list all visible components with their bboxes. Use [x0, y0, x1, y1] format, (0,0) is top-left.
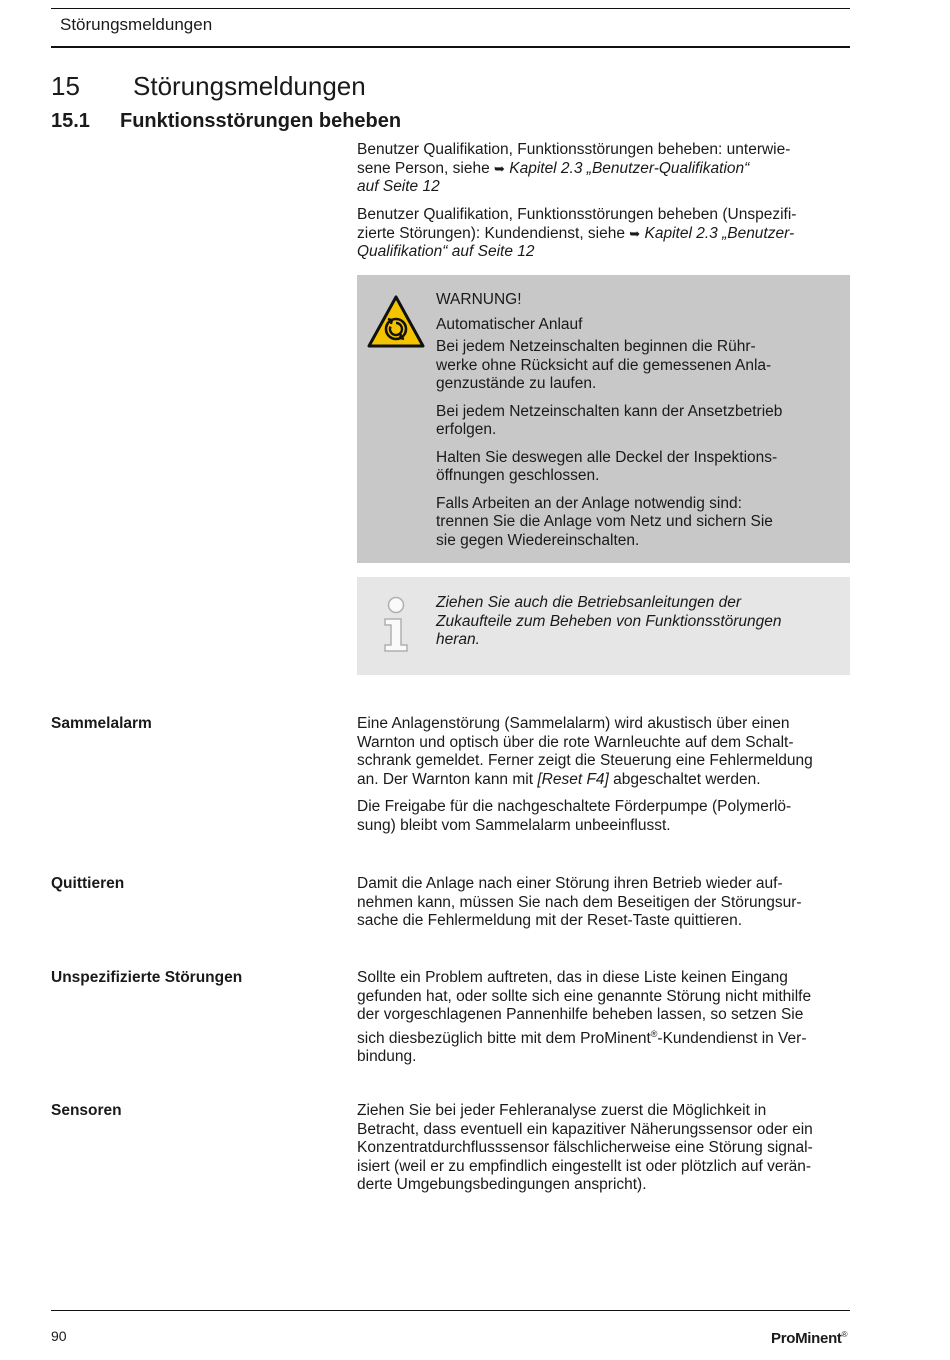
reference-arrow-icon: ➥ [629, 225, 641, 241]
brand-logo: ProMinent® [771, 1330, 848, 1347]
chapter-title: Störungsmeldungen [133, 71, 366, 101]
warning-paragraph: Falls Arbeiten an der Anlage notwendig sind: trennen Sie die Anlage vom Netz und sichern Sie sie gegen Wiedereinschalten. [436, 494, 773, 549]
page-number: 90 [51, 1328, 67, 1344]
sensoren-text: Ziehen Sie bei jeder Fehleranalyse zuerst die Möglichkeit in Betracht, dass eventuell ein kapazitiver Näherungssensor oder ein Konzentratdurchflusssensor fälschlicherweise eine Störung signal- isiert (weil er zu empfindlich eingestellt ist oder plötzlich auf verän- derte Umgebungsbedingungen anspricht). [357, 1102, 813, 1193]
info-text: Ziehen Sie auch die Betriebsanleitungen der Zukaufteile zum Beheben von Funktionsstörungen heran. [436, 594, 782, 648]
side-heading-quittieren: Quittieren [51, 875, 125, 892]
reference-arrow-icon: ➥ [494, 160, 505, 176]
unspezifiziert-text: Sollte ein Problem auftreten, das in diese Liste keinen Eingang gefunden hat, oder sollte sich eine genannte Störung nicht mithilfe der vorgeschlagenen Pannenhilfe beheben lassen, so setzen Sie sich diesbezüglich bitte mit dem ProMinent®-Kundendienst in Ver- bindung. [357, 969, 812, 1066]
warning-paragraph: Bei jedem Netzeinschalten kann der Ansetzbetrieb erfolgen. [436, 402, 783, 438]
header-bottom-rule [51, 46, 850, 48]
info-icon [379, 595, 413, 653]
side-heading-unspezifiziert: Unspezifizierte Störungen [51, 969, 243, 986]
section-title: Funktionsstörungen beheben [120, 110, 402, 132]
warning-signal-word: WARNUNG! [436, 291, 522, 308]
info-box [357, 577, 850, 675]
section-number: 15.1 [51, 110, 90, 132]
cross-reference-link-page[interactable]: auf Seite 12 [357, 178, 440, 195]
header-top-rule [51, 8, 850, 9]
chapter-number: 15 [51, 71, 80, 101]
cross-reference-link-page[interactable]: Qualifikation“ auf Seite 12 [357, 243, 535, 260]
side-heading-sensoren: Sensoren [51, 1102, 122, 1119]
intro-paragraph-2: Benutzer Qualifikation, Funktionsstörungen beheben (Unspezifi- zierte Störungen): Kundendienst, siehe ➥ Kapitel 2.3 „Benutzer- Qualifikation“ auf Seite 12 [357, 206, 849, 262]
warning-title: Automatischer Anlauf [436, 315, 583, 333]
quittieren-text: Damit die Anlage nach einer Störung ihren Betrieb wieder auf- nehmen kann, müssen Sie nach dem Beseitigen der Störungsur- sache die Fehlermeldung mit der Reset-Taste quittieren. [357, 875, 802, 929]
reset-f4-key: [Reset F4] [537, 770, 609, 788]
warning-box [357, 275, 850, 563]
side-heading-sammelalarm: Sammelalarm [51, 715, 152, 732]
warning-paragraph: Halten Sie deswegen alle Deckel der Inspektions- öffnungen geschlossen. [436, 448, 778, 484]
cross-reference-link[interactable]: ➥ Kapitel 2.3 „Benutzer- [629, 224, 795, 242]
intro-paragraph-1: Benutzer Qualifikation, Funktionsstörungen beheben: unterwie- sene Person, siehe ➥ Kapitel 2.3 „Benutzer-Qualifikation“ auf Seite 12 [357, 141, 849, 197]
warning-paragraph: Bei jedem Netzeinschalten beginnen die Rühr- werke ohne Rücksicht auf die gemessenen Anla- genzustände zu laufen. [436, 338, 772, 392]
sammelalarm-text: Eine Anlagenstörung (Sammelalarm) wird akustisch über einen Warnton und optisch über die rote Warnleuchte auf dem Schalt- schrank gemeldet. Ferner zeigt die Steuerung eine Fehlermeldung an. Der Warnton kann mit [Reset F4] abgeschaltet werden. Die Freigabe für die nachgeschaltete Förderpumpe (Polymerlö- sung) bleibt vom Sammelalarm unbeeinflusst. [357, 715, 813, 834]
automatic-start-warning-icon [366, 294, 426, 350]
cross-reference-link[interactable]: ➥ Kapitel 2.3 „Benutzer-Qualifikation“ [494, 159, 750, 177]
running-header: Störungsmeldungen [60, 15, 213, 34]
footer-rule [51, 1310, 850, 1311]
